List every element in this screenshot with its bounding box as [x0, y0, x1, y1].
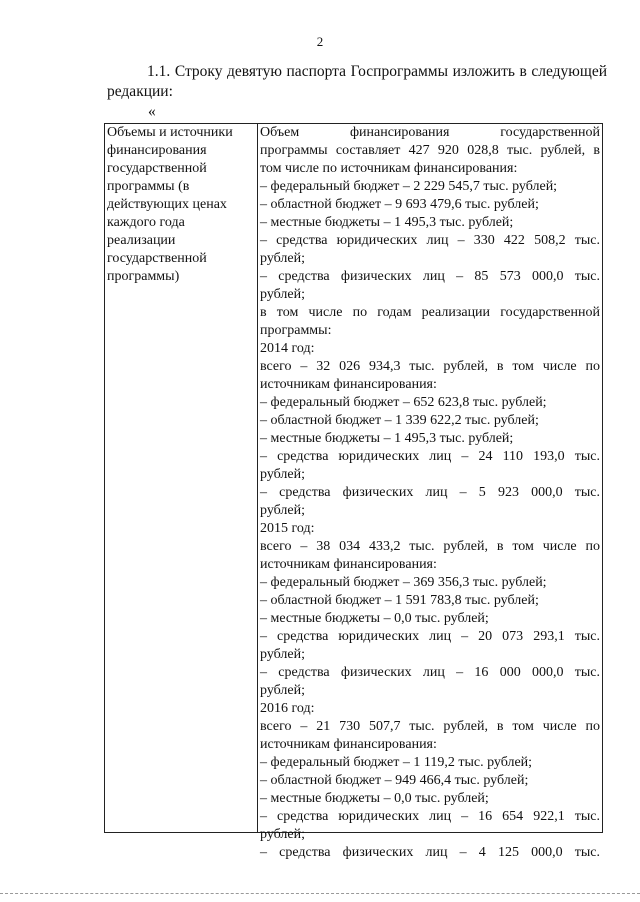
row-header-line: программы): [107, 269, 180, 284]
financing-line: – федеральный бюджет – 369 356,3 тыс. рублей;: [260, 575, 547, 590]
row-header-line: реализации: [107, 233, 176, 248]
financing-line: – местные бюджеты – 1 495,3 тыс. рублей;: [260, 215, 514, 230]
financing-line: рублей;: [260, 683, 305, 698]
opening-quote: «: [148, 103, 156, 120]
row-header-line: каждого года: [107, 215, 185, 230]
financing-line: – средства физических лиц – 85 573 000,0 тыс.: [260, 269, 600, 284]
financing-line: том числе по источникам финансирования:: [260, 161, 518, 176]
financing-line: всего – 21 730 507,7 тыс. рублей, в том числе по: [260, 719, 600, 734]
financing-line: источникам финансирования:: [260, 737, 437, 752]
financing-line: рублей;: [260, 827, 305, 842]
financing-line: 2015 год:: [260, 521, 315, 536]
financing-line: – местные бюджеты – 0,0 тыс. рублей;: [260, 611, 489, 626]
financing-line: – федеральный бюджет – 1 119,2 тыс. рублей;: [260, 755, 533, 770]
intro-paragraph: [107, 62, 607, 82]
financing-line: – средства физических лиц – 5 923 000,0 тыс.: [260, 485, 600, 500]
financing-line: программы:: [260, 323, 332, 338]
row-header-line: действующих ценах: [107, 197, 227, 212]
financing-line: – средства физических лиц – 4 125 000,0 тыс.: [260, 845, 600, 860]
passport-table: [104, 123, 603, 860]
financing-line: – средства физических лиц – 16 000 000,0 тыс.: [260, 665, 600, 680]
financing-line: – местные бюджеты – 0,0 тыс. рублей;: [260, 791, 489, 806]
financing-line: всего – 38 034 433,2 тыс. рублей, в том числе по: [260, 539, 600, 554]
financing-line: рублей;: [260, 647, 305, 662]
table-row: [105, 124, 603, 833]
row-header-line: Объемы и источники: [107, 125, 233, 140]
financing-line: в том числе по годам реализации государственной: [260, 305, 600, 320]
financing-line: рублей;: [260, 503, 305, 518]
row-header-cell: [105, 124, 258, 833]
financing-line: 2014 год:: [260, 341, 315, 356]
financing-line: рублей;: [260, 251, 305, 266]
financing-details: [260, 124, 600, 860]
intro-line-1: 1.1. Строку девятую паспорта Госпрограммы изложить в следующей: [147, 63, 607, 80]
row-content-cell: [258, 124, 603, 860]
row-header-text: [107, 124, 255, 286]
page-number: 2: [316, 34, 324, 49]
financing-line: – федеральный бюджет – 2 229 545,7 тыс. рублей;: [260, 179, 558, 194]
financing-line: источникам финансирования:: [260, 557, 437, 572]
financing-line: – областной бюджет – 9 693 479,6 тыс. рублей;: [260, 197, 539, 212]
financing-line: 2016 год:: [260, 701, 315, 716]
financing-line: – средства юридических лиц – 16 654 922,1 тыс.: [260, 809, 600, 824]
financing-line: рублей;: [260, 467, 305, 482]
financing-line: рублей;: [260, 287, 305, 302]
financing-line: – средства юридических лиц – 330 422 508,2 тыс.: [260, 233, 600, 248]
row-header-line: государственной: [107, 161, 207, 176]
row-header-line: программы (в: [107, 179, 190, 194]
scan-edge-line: [0, 893, 640, 895]
row-header-line: государственной: [107, 251, 207, 266]
intro-line-2: редакции:: [107, 83, 173, 100]
financing-line: – областной бюджет – 1 591 783,8 тыс. рублей;: [260, 593, 539, 608]
financing-line: всего – 32 026 934,3 тыс. рублей, в том числе по: [260, 359, 600, 374]
financing-line: – средства юридических лиц – 20 073 293,1 тыс.: [260, 629, 600, 644]
row-header-line: финансирования: [107, 143, 207, 158]
financing-line: – средства юридических лиц – 24 110 193,0 тыс.: [260, 449, 600, 464]
financing-line: источникам финансирования:: [260, 377, 437, 392]
financing-line: Объем финансирования государственной: [260, 125, 600, 140]
financing-line: программы составляет 427 920 028,8 тыс. рублей, в: [260, 143, 600, 158]
financing-line: – областной бюджет – 949 466,4 тыс. рублей;: [260, 773, 529, 788]
financing-line: – местные бюджеты – 1 495,3 тыс. рублей;: [260, 431, 514, 446]
financing-line: – федеральный бюджет – 652 623,8 тыс. рублей;: [260, 395, 547, 410]
financing-line: – областной бюджет – 1 339 622,2 тыс. рублей;: [260, 413, 539, 428]
